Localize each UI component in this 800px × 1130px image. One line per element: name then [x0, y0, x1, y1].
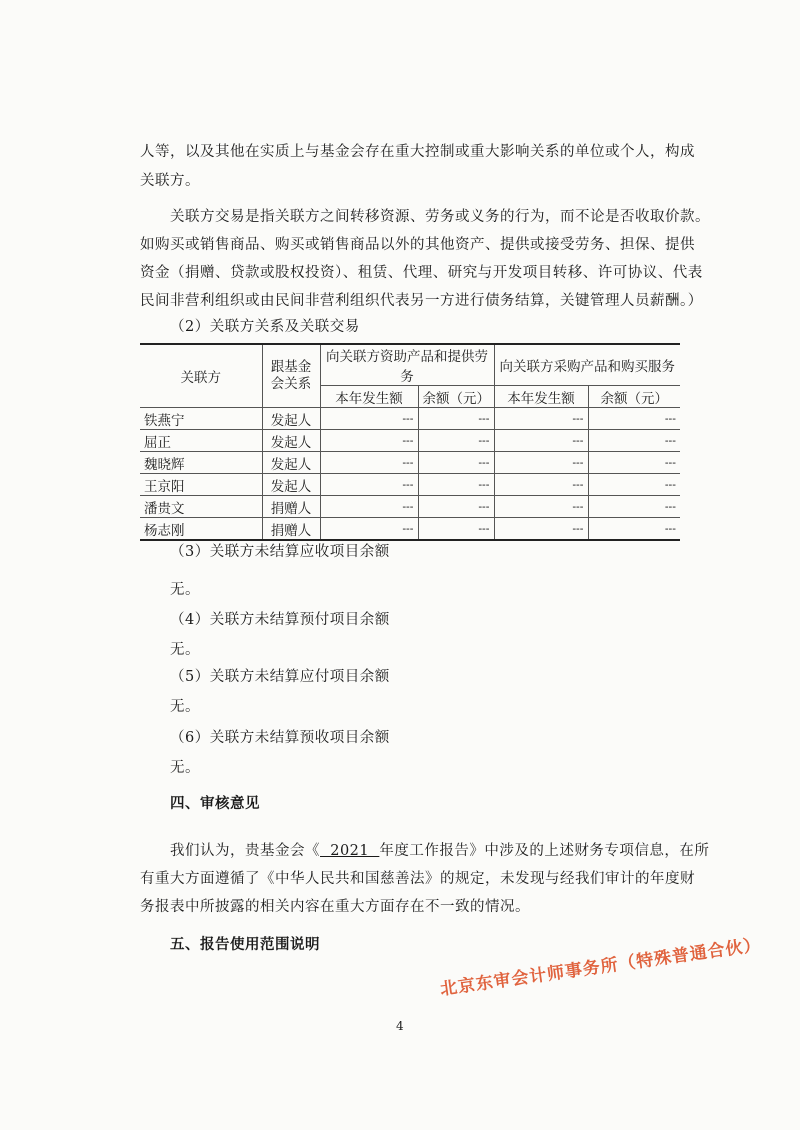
- paragraph-line: 资金（捐赠、贷款或股权投资）、租赁、代理、研究与开发项目转移、许可协议、代表: [140, 265, 703, 281]
- amount-cell: ---: [418, 452, 494, 474]
- party-name: 屈正: [140, 430, 262, 452]
- audit-line: [170, 842, 709, 860]
- party-relation: 发起人: [262, 408, 320, 430]
- amount-cell: ---: [494, 496, 588, 518]
- section-heading-scope: 五、报告使用范围说明: [170, 936, 320, 953]
- subsection-body: 无。: [170, 760, 200, 776]
- paragraph-line: 人等，以及其他在实质上与基金会存在重大控制或重大影响关系的单位或个人，构成: [140, 144, 695, 160]
- party-relation: 发起人: [262, 430, 320, 452]
- subsection-body: 无。: [170, 582, 200, 598]
- amount-cell: ---: [588, 474, 680, 496]
- party-relation: 发起人: [262, 474, 320, 496]
- paragraph-line: 关联方。: [140, 173, 200, 189]
- amount-cell: ---: [320, 496, 418, 518]
- amount-cell: ---: [320, 452, 418, 474]
- header-balance: 余额（元）: [418, 386, 494, 408]
- amount-cell: ---: [588, 452, 680, 474]
- firm-seal-stamp: 北京东审会计师事务所（特殊普通合伙）: [438, 934, 763, 1000]
- table-row: [140, 408, 680, 430]
- amount-cell: ---: [494, 452, 588, 474]
- subsection-title: （6）关联方未结算预收项目余额: [170, 730, 390, 746]
- amount-cell: ---: [494, 518, 588, 541]
- subsection-title: （4）关联方未结算预付项目余额: [170, 612, 390, 628]
- amount-cell: ---: [588, 496, 680, 518]
- table-row: [140, 452, 680, 474]
- subsection-body: 无。: [170, 699, 200, 715]
- party-name: 杨志刚: [140, 518, 262, 541]
- page-number: 4: [396, 1019, 404, 1033]
- table-row: [140, 518, 680, 541]
- subsection-body: 无。: [170, 642, 200, 658]
- header-balance: 余额（元）: [588, 386, 680, 408]
- table-row: [140, 474, 680, 496]
- audit-line: 务报表中所披露的相关内容在重大方面存在不一致的情况。: [140, 899, 530, 915]
- amount-cell: ---: [320, 518, 418, 541]
- audit-text: 我们认为，贵基金会《: [170, 843, 320, 859]
- amount-cell: ---: [418, 496, 494, 518]
- amount-cell: ---: [588, 430, 680, 452]
- subsection-title: （3）关联方未结算应收项目余额: [170, 544, 390, 560]
- party-relation: 捐赠人: [262, 518, 320, 541]
- paragraph-line: 民间非营利组织或由民间非营利组织代表另一方进行债务结算，关键管理人员薪酬。）: [140, 293, 703, 309]
- amount-cell: ---: [494, 408, 588, 430]
- subsection-title: （5）关联方未结算应付项目余额: [170, 669, 390, 685]
- header-relation: 跟基金会关系: [262, 344, 320, 408]
- audit-text: 年度工作报告》中涉及的上述财务专项信息，在所: [379, 843, 710, 859]
- paragraph-line: 如购买或销售商品、购买或销售商品以外的其他资产、提供或接受劳务、担保、提供: [140, 237, 695, 253]
- header-group-provide: 向关联方资助产品和提供劳务: [320, 344, 494, 386]
- table-row: [140, 496, 680, 518]
- amount-cell: ---: [418, 430, 494, 452]
- paragraph-line: 关联方交易是指关联方之间转移资源、劳务或义务的行为，而不论是否收取价款。: [170, 209, 710, 225]
- amount-cell: ---: [494, 474, 588, 496]
- amount-cell: ---: [418, 474, 494, 496]
- amount-cell: ---: [320, 474, 418, 496]
- amount-cell: ---: [418, 518, 494, 541]
- header-amount: 本年发生额: [494, 386, 588, 408]
- party-name: 铁燕宁: [140, 408, 262, 430]
- party-relation: 捐赠人: [262, 496, 320, 518]
- amount-cell: ---: [320, 408, 418, 430]
- table-title: （2）关联方关系及关联交易: [170, 319, 360, 335]
- header-group-purchase: 向关联方采购产品和购买服务: [494, 344, 680, 386]
- table-row: [140, 430, 680, 452]
- party-name: 魏晓辉: [140, 452, 262, 474]
- header-amount: 本年发生额: [320, 386, 418, 408]
- related-party-table: [140, 343, 680, 541]
- amount-cell: ---: [588, 408, 680, 430]
- header-party: 关联方: [140, 344, 262, 408]
- amount-cell: ---: [418, 408, 494, 430]
- report-year: 2021: [320, 843, 380, 859]
- party-relation: 发起人: [262, 452, 320, 474]
- amount-cell: ---: [494, 430, 588, 452]
- party-name: 王京阳: [140, 474, 262, 496]
- audit-line: 有重大方面遵循了《中华人民共和国慈善法》的规定，未发现与经我们审计的年度财: [140, 871, 695, 887]
- party-name: 潘贵文: [140, 496, 262, 518]
- amount-cell: ---: [588, 518, 680, 541]
- amount-cell: ---: [320, 430, 418, 452]
- section-heading-audit: 四、审核意见: [170, 795, 260, 812]
